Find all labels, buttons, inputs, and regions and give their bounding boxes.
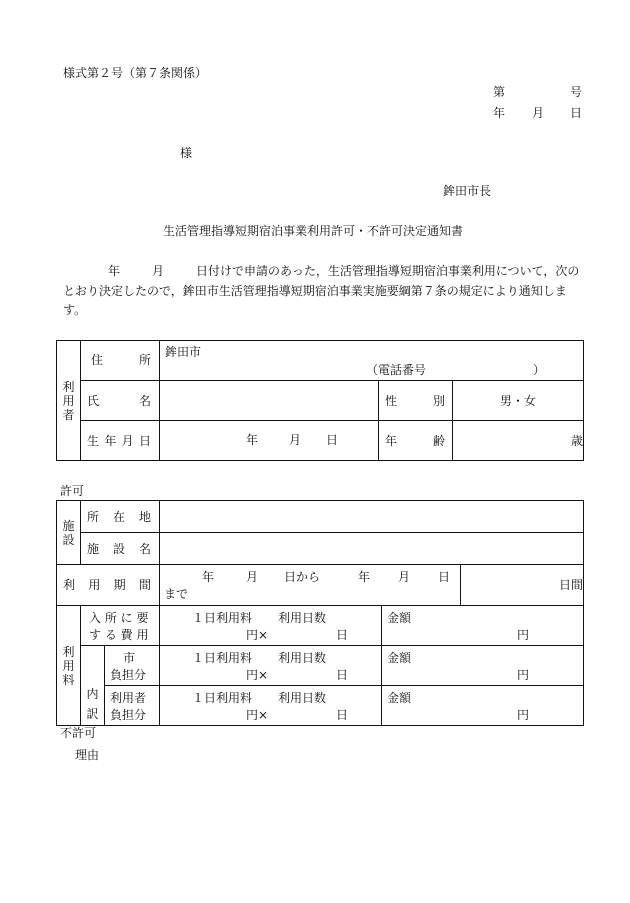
date-day-label: 日 — [570, 106, 583, 120]
period-until: まで — [164, 587, 189, 601]
city-share-label: 市 負担分 — [105, 646, 160, 686]
dob-year: 年 — [246, 433, 259, 447]
address-label: 住 所 — [81, 341, 160, 381]
user-share-calc[interactable]: １日利用料 利用日数 円× 日 — [160, 686, 382, 726]
breakdown-group-label: 内 訳 — [81, 646, 105, 726]
period-label: 利 用 期 間 — [57, 565, 160, 606]
facility-name-field[interactable] — [160, 533, 584, 565]
fee-total-amount[interactable]: 金額 円 — [382, 606, 584, 646]
form-number: 様式第２号（第７条関係） — [63, 66, 208, 80]
applicant-table — [56, 340, 584, 461]
user-share-amount[interactable]: 金額 円 — [382, 686, 584, 726]
name-field[interactable] — [160, 381, 379, 421]
applicant-group-label: 利 用 者 — [57, 341, 81, 461]
rejection-reason-label: 理由 — [75, 748, 100, 762]
fee-total-calc[interactable]: １日利用料 利用日数 円× 日 — [160, 606, 382, 646]
age-field[interactable]: 歳 — [453, 421, 584, 461]
location-label: 所 在 地 — [81, 501, 160, 533]
city-share-amount[interactable]: 金額 円 — [382, 646, 584, 686]
sex-options[interactable]: 男・女 — [453, 381, 584, 421]
fee-group-label: 利 用 料 — [57, 606, 81, 726]
user-share-label: 利用者 負担分 — [105, 686, 160, 726]
city-share-calc[interactable]: １日利用料 利用日数 円× 日 — [160, 646, 382, 686]
address-prefix: 鉾田市 — [165, 345, 202, 359]
document-title: 生活管理指導短期宿泊事業利用許可・不許可決定通知書 — [163, 224, 464, 238]
dob-field[interactable] — [160, 421, 379, 461]
dob-label: 生 年 月 日 — [81, 421, 160, 461]
body-month-label: 月 — [152, 264, 165, 278]
permit-section-label: 許可 — [60, 484, 85, 498]
document-number-suffix: 号 — [570, 85, 583, 99]
body-year-label: 年 — [108, 264, 121, 278]
body-text: 日付けで申請のあった，生活管理指導短期宿泊事業利用について，次のとおり決定したので，鉾田市生活管理指導短期宿泊事業実施要綱第７条の規定により通知します。 — [63, 264, 580, 317]
location-field[interactable] — [160, 501, 584, 533]
date-month-label: 月 — [532, 106, 545, 120]
rejection-section-label: 不許可 — [60, 726, 97, 740]
permit-table — [56, 500, 584, 726]
facility-name-label: 施 設 名 — [81, 533, 160, 565]
sex-label: 性 別 — [379, 381, 453, 421]
dob-day: 日 — [326, 433, 339, 447]
phone-label: （電話番号 — [366, 363, 427, 377]
period-field[interactable]: 年 月 日から 年 月 日 まで — [160, 565, 461, 606]
notice-body — [63, 262, 583, 321]
age-label: 年 齢 — [379, 421, 453, 461]
fee-total-label: 入 所 に 要 す る 費 用 — [81, 606, 160, 646]
name-label: 氏 名 — [81, 381, 160, 421]
date-year-label: 年 — [493, 106, 506, 120]
issuer-name: 鉾田市長 — [443, 184, 492, 198]
phone-close: ） — [533, 363, 546, 377]
addressee-honorific: 様 — [180, 146, 193, 160]
facility-group-label: 施 設 — [57, 501, 81, 565]
document-number-prefix: 第 — [493, 85, 506, 99]
dob-month: 月 — [289, 433, 302, 447]
address-field[interactable] — [160, 341, 584, 381]
period-days-field[interactable]: 日間 — [461, 565, 584, 606]
